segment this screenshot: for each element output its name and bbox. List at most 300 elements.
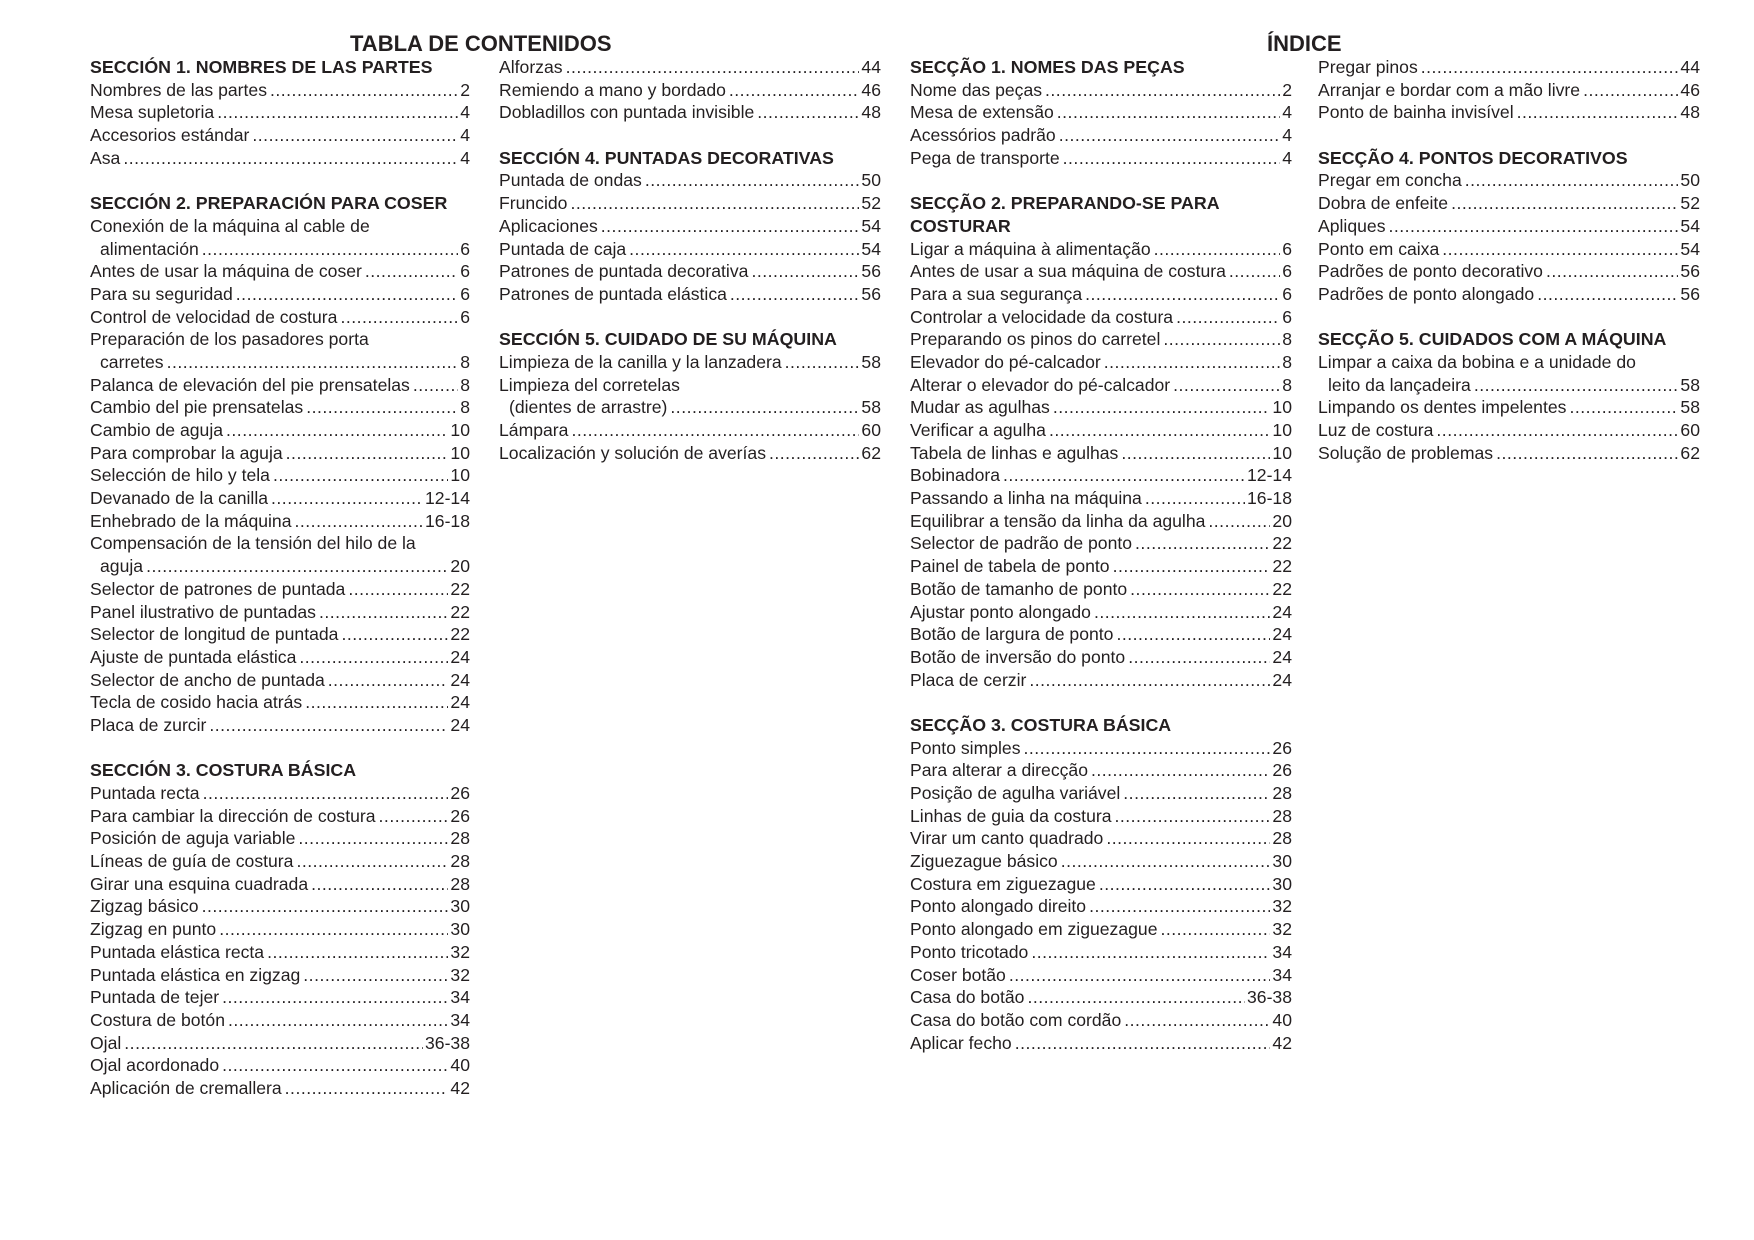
toc-dot-leader: [1085, 283, 1280, 306]
toc-entry: [90, 601, 470, 624]
toc-page-number: 6: [1282, 306, 1292, 327]
toc-page-number: 22: [450, 578, 470, 599]
toc-page-number: 6: [460, 283, 470, 304]
toc-entry: [90, 464, 470, 487]
toc-section-heading: [910, 714, 1292, 737]
toc-entry-text: Aplicaciones: [499, 215, 598, 236]
toc-dot-leader: [271, 487, 423, 510]
toc-entry: [499, 260, 881, 283]
toc-entry-text: Selector de longitud de puntada: [90, 624, 339, 645]
toc-entry-text: Controlar a velocidade da costura: [910, 306, 1174, 327]
toc-page-number: 8: [460, 397, 470, 418]
toc-entry: [1318, 374, 1700, 397]
toc-page-number: 24: [1272, 646, 1292, 667]
toc-entry-text: Pregar em concha: [1318, 170, 1462, 191]
toc-dot-leader: [273, 464, 448, 487]
toc-page-number: 54: [861, 215, 881, 236]
toc-dot-leader: [123, 147, 458, 170]
toc-entry-text: SECCIÓN 1. NOMBRES DE LAS PARTES: [90, 57, 433, 77]
toc-dot-leader: [1063, 147, 1281, 170]
toc-page-number: 54: [1680, 215, 1700, 236]
toc-page-number: 10: [1272, 397, 1292, 418]
toc-entry: [499, 56, 881, 79]
toc-entry-text: Mesa supletoria: [90, 102, 215, 123]
toc-dot-leader: [1546, 260, 1678, 283]
toc-entry-text: Aplicar fecho: [910, 1032, 1012, 1053]
toc-page-number: 22: [450, 601, 470, 622]
toc-entry-text: Ojal acordonado: [90, 1055, 220, 1076]
toc-entry-text: Alforzas: [499, 57, 563, 77]
toc-page-number: 50: [1680, 170, 1700, 191]
toc-page-number: 6: [1282, 283, 1292, 304]
toc-entry: [910, 147, 1292, 170]
toc-entry-text: Zigzag básico: [90, 896, 199, 917]
toc-spacer: [1318, 124, 1700, 147]
toc-dot-leader: [1094, 601, 1270, 624]
toc-page-number: 28: [1272, 783, 1292, 803]
toc-page-number: 6: [1282, 238, 1292, 259]
toc-entry-text: Ponto alongado direito: [910, 896, 1087, 917]
toc-dot-leader: [285, 1077, 449, 1100]
toc-page-number: 42: [450, 1077, 470, 1098]
toc-entry: [1318, 351, 1700, 374]
toc-entry: [910, 895, 1292, 918]
toc-dot-leader: [1154, 238, 1281, 261]
toc-page-number: 6: [460, 238, 470, 259]
toc-entry-text: Girar una esquina cuadrada: [90, 873, 309, 894]
toc-entry-text: Patrones de puntada decorativa: [499, 261, 749, 282]
toc-page-number: 62: [1680, 442, 1700, 463]
toc-entry-text: Virar um canto quadrado: [910, 828, 1104, 849]
toc-page-number: 4: [460, 147, 470, 168]
toc-dot-leader: [1024, 737, 1271, 760]
toc-entry-text: SECCIÓN 4. PUNTADAS DECORATIVAS: [499, 147, 834, 168]
toc-dot-leader: [124, 1032, 423, 1055]
toc-entry: [90, 782, 470, 805]
toc-dot-leader: [769, 442, 859, 465]
page-title-es: TABLA DE CONTENIDOS: [350, 31, 612, 56]
toc-entry-text: Localización y solución de averías: [499, 442, 766, 463]
toc-dot-leader: [202, 895, 449, 918]
toc-entry-text: leito da lançadeira: [1328, 374, 1471, 395]
toc-dot-leader: [1089, 895, 1270, 918]
toc-dot-leader: [1009, 964, 1271, 987]
toc-entry-text: SECÇÃO 3. COSTURA BÁSICA: [910, 714, 1172, 735]
toc-entry: [1318, 442, 1700, 465]
toc-dot-leader: [167, 351, 459, 374]
toc-entry-text: Cambio de aguja: [90, 420, 224, 440]
toc-dot-leader: [222, 986, 448, 1009]
toc-page-number: 40: [1272, 1009, 1292, 1030]
toc-entry: [910, 510, 1292, 533]
toc-entry: [90, 941, 470, 964]
toc-entry-text: Botão de inversão do ponto: [910, 646, 1126, 667]
toc-entry: [90, 1009, 470, 1032]
toc-entry: [499, 238, 881, 261]
toc-page-number: 2: [1282, 79, 1292, 100]
toc-entry: [1318, 56, 1700, 79]
toc-entry: [910, 101, 1292, 124]
toc-entry-text: Posição de agulha variável: [910, 783, 1121, 803]
toc-entry-text: Accesorios estándar: [90, 125, 250, 146]
toc-entry: [90, 714, 470, 737]
toc-page-number: 60: [861, 420, 881, 440]
toc-dot-leader: [1465, 169, 1679, 192]
toc-page-number: 28: [1272, 828, 1292, 849]
toc-entry: [90, 578, 470, 601]
toc-entry-text: Costura em ziguezague: [910, 873, 1096, 894]
toc-entry: [910, 79, 1292, 102]
toc-page-number: 16-18: [1247, 488, 1292, 509]
toc-section-heading: [1318, 147, 1700, 170]
toc-entry: [90, 918, 470, 941]
toc-page-number: 24: [1272, 669, 1292, 690]
toc-dot-leader: [348, 578, 448, 601]
toc-entry-text: Zigzag en punto: [90, 919, 217, 940]
toc-entry: [499, 283, 881, 306]
toc-dot-leader: [1389, 215, 1679, 238]
toc-entry: [499, 442, 881, 465]
toc-page-number: 44: [1680, 57, 1700, 77]
toc-entry-text: Botão de tamanho de ponto: [910, 578, 1128, 599]
toc-entry: [910, 283, 1292, 306]
toc-entry: [90, 623, 470, 646]
toc-entry-text: Ojal: [90, 1032, 122, 1053]
toc-page-number: 54: [1680, 238, 1700, 259]
toc-dot-leader: [1229, 260, 1280, 283]
toc-entry: [90, 691, 470, 714]
toc-page-number: 52: [1680, 193, 1700, 214]
toc-entry: [499, 169, 881, 192]
toc-entry: [910, 873, 1292, 896]
toc-dot-leader: [252, 124, 458, 147]
toc-page-number: 4: [1282, 102, 1292, 123]
toc-section-heading: [499, 147, 881, 170]
toc-dot-leader: [299, 646, 448, 669]
toc-entry-text: Solução de problemas: [1318, 442, 1494, 463]
toc-entry-text: Nombres de las partes: [90, 79, 267, 100]
toc-dot-leader: [1176, 306, 1280, 329]
toc-entry-text: Selector de ancho de puntada: [90, 669, 325, 690]
toc-dot-leader: [1442, 238, 1678, 261]
toc-entry-text: Linhas de guia da costura: [910, 805, 1112, 826]
toc-entry: [499, 101, 881, 124]
toc-dot-leader: [670, 396, 859, 419]
toc-page-number: 4: [1282, 147, 1292, 168]
toc-entry-text: Verificar a agulha: [910, 420, 1046, 440]
toc-dot-leader: [571, 419, 859, 442]
toc-entry-text: Ponto tricotado: [910, 941, 1029, 962]
toc-dot-leader: [566, 56, 860, 79]
toc-entry-text: Puntada elástica en zigzag: [90, 964, 301, 985]
toc-entry-text: Ajustar ponto alongado: [910, 601, 1091, 622]
toc-entry-text: Elevador do pé-calcador: [910, 351, 1101, 372]
toc-entry-text: Placa de zurcir: [90, 714, 207, 735]
toc-dot-leader: [341, 623, 448, 646]
toc-entry: [910, 306, 1292, 329]
toc-entry: [90, 1054, 470, 1077]
toc-entry-text: Ajuste de puntada elástica: [90, 646, 297, 667]
toc-dot-leader: [209, 714, 448, 737]
toc-entry-text: Aplicación de cremallera: [90, 1077, 282, 1098]
toc-dot-leader: [1583, 79, 1678, 102]
toc-spacer: [1318, 306, 1700, 329]
toc-entry-text: Selección de hilo y tela: [90, 465, 270, 486]
toc-dot-leader: [1057, 101, 1280, 124]
toc-entry-text: Ligar a máquina à alimentação: [910, 238, 1151, 259]
toc-entry-text: Asa: [90, 147, 121, 168]
toc-column-pt-2: [1318, 56, 1700, 464]
toc-entry-text: Alterar o elevador do pé-calcador: [910, 374, 1171, 395]
toc-entry: [910, 578, 1292, 601]
toc-entry-text: Dobra de enfeite: [1318, 193, 1449, 214]
toc-entry-text: Panel ilustrativo de puntadas: [90, 601, 316, 622]
toc-entry-text: Ziguezague básico: [910, 851, 1058, 872]
toc-entry: [90, 510, 470, 533]
toc-entry: [1318, 419, 1700, 442]
toc-dot-leader: [629, 238, 859, 261]
toc-entry: [90, 827, 470, 850]
toc-entry: [90, 895, 470, 918]
toc-page-number: 6: [460, 261, 470, 282]
toc-entry: [90, 555, 470, 578]
toc-entry-text: Tecla de cosido hacia atrás: [90, 692, 303, 713]
toc-entry: [90, 1032, 470, 1055]
toc-dot-leader: [217, 101, 458, 124]
toc-page-number: 26: [450, 783, 470, 803]
toc-page-number: 50: [861, 170, 881, 191]
toc-entry-text: Líneas de guía de costura: [90, 851, 294, 872]
toc-entry: [90, 964, 470, 987]
toc-page-number: 20: [1272, 510, 1292, 531]
toc-page-number: 62: [861, 442, 881, 463]
toc-dot-leader: [1061, 850, 1271, 873]
toc-dot-leader: [1421, 56, 1679, 79]
toc-entry: [910, 737, 1292, 760]
toc-dot-leader: [202, 238, 458, 261]
toc-entry-text: Limpieza del corretelas: [499, 374, 680, 395]
toc-page-number: 10: [450, 420, 470, 440]
toc-dot-leader: [1145, 487, 1245, 510]
toc-entry: [910, 623, 1292, 646]
toc-entry: [90, 805, 470, 828]
toc-dot-leader: [1003, 464, 1245, 487]
toc-page-number: 34: [450, 1009, 470, 1030]
toc-entry-text: Posición de aguja variable: [90, 828, 296, 849]
toc-page-number: 54: [861, 238, 881, 259]
toc-dot-leader: [1135, 532, 1270, 555]
toc-entry: [90, 487, 470, 510]
toc-page-number: 28: [1272, 805, 1292, 826]
toc-dot-leader: [328, 669, 449, 692]
toc-dot-leader: [1027, 986, 1245, 1009]
toc-dot-leader: [1474, 374, 1679, 397]
toc-entry-text: Limpar a caixa da bobina e a unidade do: [1318, 351, 1636, 372]
toc-entry: [910, 646, 1292, 669]
toc-entry-text: SECCIÓN 3. COSTURA BÁSICA: [90, 760, 357, 781]
toc-spacer: [90, 737, 470, 760]
toc-entry-text: Fruncido: [499, 193, 568, 214]
toc-page-number: 32: [450, 941, 470, 962]
toc-dot-leader: [1124, 1009, 1270, 1032]
toc-entry: [90, 1077, 470, 1100]
toc-entry-text: Para comprobar la aguja: [90, 442, 283, 463]
toc-entry: [910, 374, 1292, 397]
toc-page-number: 8: [460, 351, 470, 372]
toc-entry: [90, 374, 470, 397]
toc-entry: [90, 215, 470, 238]
toc-entry-text: Para a sua segurança: [910, 283, 1083, 304]
toc-entry: [499, 374, 881, 397]
toc-dot-leader: [267, 941, 448, 964]
toc-entry: [910, 782, 1292, 805]
toc-entry-text: Ponto em caixa: [1318, 238, 1440, 259]
toc-page-number: 34: [450, 987, 470, 1008]
toc-dot-leader: [286, 442, 449, 465]
toc-section-heading: [910, 215, 1292, 238]
toc-entry-text: SECÇÃO 4. PONTOS DECORATIVOS: [1318, 147, 1628, 168]
toc-dot-leader: [1123, 782, 1270, 805]
toc-section-heading: [90, 192, 470, 215]
toc-entry: [90, 79, 470, 102]
toc-dot-leader: [1173, 374, 1280, 397]
toc-dot-leader: [1436, 419, 1678, 442]
toc-entry: [499, 351, 881, 374]
toc-entry: [90, 850, 470, 873]
toc-entry: [910, 1009, 1292, 1032]
toc-page-number: 20: [450, 556, 470, 577]
toc-entry: [90, 669, 470, 692]
toc-entry: [90, 646, 470, 669]
toc-entry: [910, 669, 1292, 692]
toc-page-number: 2: [460, 79, 470, 100]
toc-section-heading: [90, 56, 470, 79]
toc-entry-text: Conexión de la máquina al cable de: [90, 215, 370, 236]
toc-dot-leader: [270, 79, 458, 102]
toc-entry: [90, 351, 470, 374]
toc-entry-text: Puntada de caja: [499, 238, 627, 259]
toc-entry-text: Selector de padrão de ponto: [910, 533, 1133, 554]
toc-dot-leader: [1451, 192, 1678, 215]
toc-entry-text: Ponto simples: [910, 737, 1021, 758]
toc-page-number: 40: [450, 1055, 470, 1076]
toc-entry-text: Nome das peças: [910, 79, 1043, 100]
toc-page-number: 56: [1680, 283, 1700, 304]
toc-page-number: 46: [1680, 79, 1700, 100]
toc-entry-text: Padrões de ponto decorativo: [1318, 261, 1543, 282]
toc-dot-leader: [306, 396, 458, 419]
toc-page-number: 8: [1282, 351, 1292, 372]
toc-entry-text: Preparando os pinos do carretel: [910, 329, 1161, 350]
toc-entry-text: Apliques: [1318, 215, 1386, 236]
toc-entry: [910, 918, 1292, 941]
toc-entry-text: Enhebrado de la máquina: [90, 510, 292, 531]
toc-page-number: 48: [1680, 102, 1700, 123]
toc-entry-text: SECÇÃO 5. CUIDADOS COM A MÁQUINA: [1318, 329, 1667, 350]
toc-page-number: 10: [450, 465, 470, 486]
toc-entry: [910, 805, 1292, 828]
toc-entry: [910, 238, 1292, 261]
toc-page-number: 10: [1272, 442, 1292, 463]
toc-entry: [1318, 79, 1700, 102]
toc-entry-text: Ponto alongado em ziguezague: [910, 919, 1158, 940]
toc-entry: [90, 147, 470, 170]
toc-dot-leader: [226, 419, 448, 442]
toc-dot-leader: [1537, 283, 1678, 306]
toc-page-number: 24: [1272, 624, 1292, 645]
toc-entry-text: Puntada de tejer: [90, 987, 220, 1008]
toc-section-heading: [499, 328, 881, 351]
toc-page-number: 56: [861, 283, 881, 304]
toc-entry-text: aguja: [100, 556, 144, 577]
toc-entry: [1318, 283, 1700, 306]
toc-entry: [90, 419, 470, 442]
toc-column-pt-1: [910, 56, 1292, 1054]
toc-entry-text: Para cambiar la dirección de costura: [90, 805, 376, 826]
toc-dot-leader: [1029, 669, 1270, 692]
toc-page-number: 56: [1680, 261, 1700, 282]
toc-dot-leader: [785, 351, 860, 374]
toc-page-number: 22: [1272, 578, 1292, 599]
toc-entry: [90, 986, 470, 1009]
toc-entry-text: Control de velocidad de costura: [90, 306, 338, 327]
toc-entry-text: Remiendo a mano y bordado: [499, 79, 726, 100]
toc-page-number: 24: [450, 646, 470, 667]
toc-entry-text: Botão de largura de ponto: [910, 624, 1114, 645]
toc-page-number: 24: [450, 669, 470, 690]
toc-entry-text: Antes de usar la máquina de coser: [90, 261, 362, 282]
toc-dot-leader: [1116, 623, 1270, 646]
toc-page-number: 4: [460, 102, 470, 123]
toc-entry-text: Mesa de extensão: [910, 102, 1054, 123]
toc-dot-leader: [1160, 918, 1270, 941]
toc-entry: [1318, 101, 1700, 124]
toc-entry: [90, 306, 470, 329]
toc-page-number: 36-38: [1247, 987, 1292, 1008]
toc-page-number: 26: [1272, 737, 1292, 758]
toc-entry: [90, 260, 470, 283]
toc-dot-leader: [222, 1054, 448, 1077]
toc-page-number: 32: [1272, 919, 1292, 940]
toc-page-number: 30: [1272, 873, 1292, 894]
toc-entry-text: Passando a linha na máquina: [910, 488, 1142, 509]
toc-entry: [90, 532, 470, 555]
toc-dot-leader: [1121, 442, 1270, 465]
toc-dot-leader: [1045, 79, 1280, 102]
toc-entry: [910, 124, 1292, 147]
toc-entry: [90, 328, 470, 351]
toc-entry-text: alimentación: [100, 238, 199, 259]
toc-dot-leader: [1059, 124, 1280, 147]
toc-dot-leader: [1115, 805, 1271, 828]
toc-entry: [910, 260, 1292, 283]
toc-entry-text: Pregar pinos: [1318, 57, 1418, 77]
toc-entry-text: Selector de patrones de puntada: [90, 578, 346, 599]
toc-page-number: 28: [450, 873, 470, 894]
toc-entry-text: Equilibrar a tensão da linha da agulha: [910, 510, 1206, 531]
toc-entry-text: Puntada elástica recta: [90, 941, 265, 962]
toc-entry-text: Ponto de bainha invisível: [1318, 102, 1514, 123]
toc-entry: [910, 328, 1292, 351]
toc-entry: [910, 487, 1292, 510]
toc-entry-text: Coser botão: [910, 964, 1006, 985]
toc-entry: [1318, 169, 1700, 192]
toc-page-number: 8: [1282, 374, 1292, 395]
toc-dot-leader: [729, 79, 860, 102]
toc-entry: [910, 555, 1292, 578]
toc-dot-leader: [730, 283, 860, 306]
toc-dot-leader: [1163, 328, 1280, 351]
